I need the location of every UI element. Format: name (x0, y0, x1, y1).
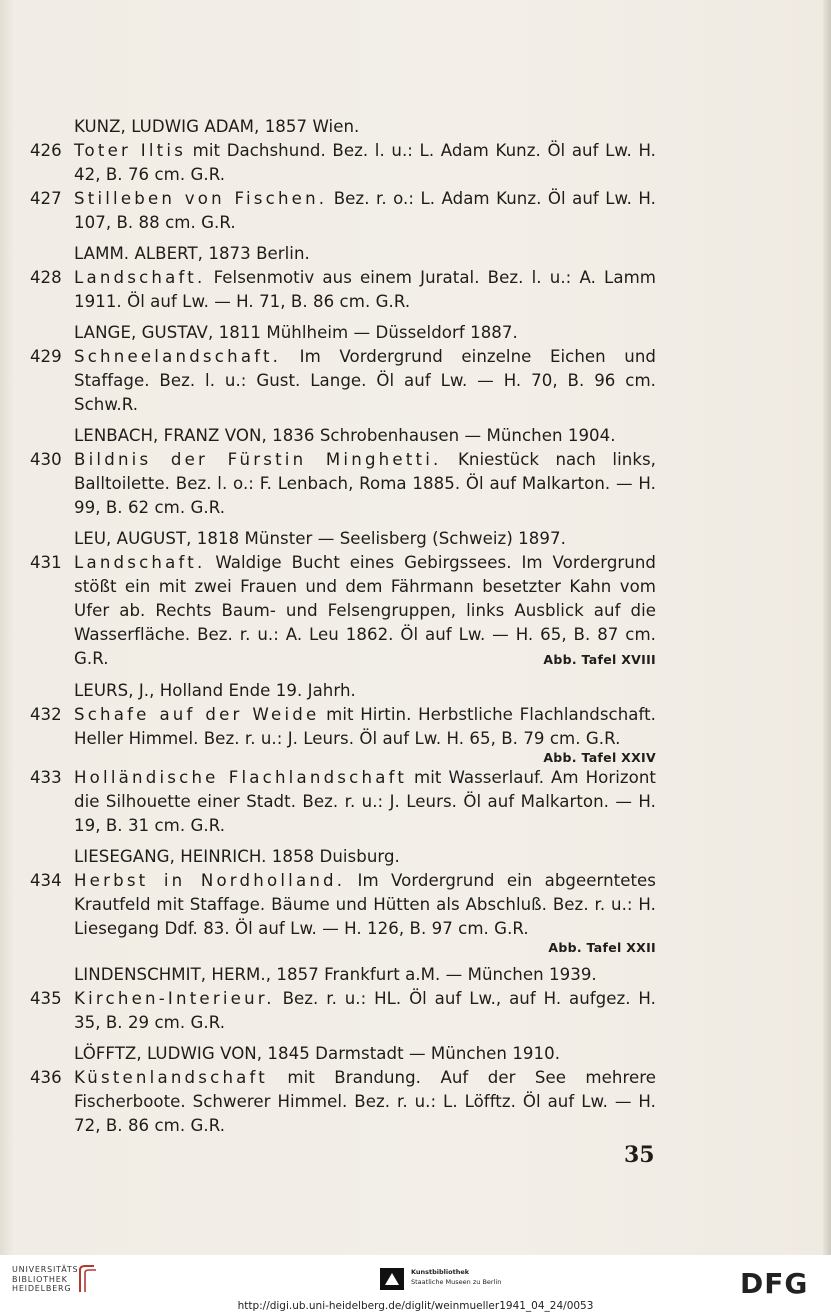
artwork-details: mit Wasserlauf. Am Horizont die Silhouette einer Stadt. Bez. r. u.: J. Leurs. Öl auf Malkarton. — H. 19, B. 31 cm. G.R. (74, 768, 656, 835)
university-logo-line: BIBLIOTHEK (12, 1274, 68, 1284)
kunstbibliothek-label (411, 1267, 501, 1287)
illustration-reference: Abb. Tafel XXII (548, 940, 656, 955)
artwork-title: Stilleben von Fischen. (74, 189, 328, 208)
dfg-logo-icon[interactable]: DFG (740, 1267, 809, 1300)
entry-description (74, 987, 656, 1035)
artwork-details: mit Brandung. Auf der See mehrere Fischerboote. Schwerer Himmel. Bez. r. u.: L. Löfftz. Öl auf Lw. — H. 72, B. 86 cm. G.R. (74, 1068, 656, 1135)
entry-description (74, 869, 656, 941)
lot-number: 426 (30, 141, 62, 160)
university-logo-line: UNIVERSITÄTS- (12, 1265, 83, 1274)
kunstbibliothek-title: Kunstbibliothek (411, 1268, 470, 1276)
artist-heading: LEURS, J., Holland Ende 19. Jahrh. (74, 681, 356, 700)
catalog-entry (30, 187, 656, 235)
lot-number: 427 (30, 189, 62, 208)
university-library-logo[interactable] (12, 1265, 82, 1294)
lot-number: 432 (30, 705, 62, 724)
lot-number: 434 (30, 871, 62, 890)
artwork-title: Bildnis der Fürstin Minghetti. (74, 450, 442, 469)
catalog-text (30, 115, 656, 1138)
catalog-entry (30, 1066, 656, 1138)
illustration-reference: Abb. Tafel XVIII (543, 652, 656, 667)
page-number: 35 (624, 1142, 655, 1168)
entry-description (74, 1066, 656, 1138)
entry-description (74, 139, 656, 187)
artwork-title: Holländische Flachlandschaft (74, 768, 408, 787)
artist-heading: LAMM. ALBERT, 1873 Berlin. (74, 244, 310, 263)
entry-description (74, 266, 656, 314)
entry-description (74, 448, 656, 520)
illustration-reference: Abb. Tafel XXIV (543, 750, 656, 765)
artwork-details: Im Vordergrund ein abgeerntetes Krautfeld mit Staffage. Bäume und Hütten als Abschluß. Bez. r. u.: H. Liesegang Ddf. 83. Öl auf Lw. — H. 126, B. 97 cm. G.R. (74, 871, 656, 938)
entry-description (74, 187, 656, 235)
artwork-title: Kirchen-Interieur. (74, 989, 275, 1008)
artist-heading: LINDENSCHMIT, HERM., 1857 Frankfurt a.M. — München 1939. (74, 965, 597, 984)
catalog-entry (30, 703, 656, 751)
entry-description (74, 766, 656, 838)
artwork-title: Herbst in Nordholland. (74, 871, 346, 890)
kunstbibliothek-subtitle: Staatliche Museen zu Berlin (411, 1278, 502, 1286)
lot-number: 436 (30, 1068, 62, 1087)
lot-number: 431 (30, 553, 62, 572)
artwork-details: Kniestück nach links, Balltoilette. Bez. l. o.: F. Lenbach, Roma 1885. Öl auf Malkarton. — H. 99, B. 62 cm. G.R. (74, 450, 657, 517)
entry-description (74, 551, 656, 672)
artwork-title: Toter Iltis (74, 141, 187, 160)
artwork-details: Bez. r. o.: L. Adam Kunz. Öl auf Lw. H. 107, B. 88 cm. G.R. (74, 189, 656, 232)
catalog-entry (30, 139, 656, 187)
artwork-details: Felsenmotiv aus einem Juratal. Bez. l. u.: A. Lamm 1911. Öl auf Lw. — H. 71, B. 86 cm. G.R. (74, 268, 656, 311)
artist-heading: LÖFFTZ, LUDWIG VON, 1845 Darmstadt — München 1910. (74, 1044, 561, 1063)
lot-number: 428 (30, 268, 62, 287)
lot-number: 433 (30, 768, 62, 787)
university-logo-line: HEIDELBERG (12, 1284, 72, 1293)
artist-heading: LENBACH, FRANZ VON, 1836 Schrobenhausen — München 1904. (74, 426, 616, 445)
artwork-title: Landschaft. (74, 268, 206, 287)
artwork-details: mit Hirtin. Herbstliche Flachlandschaft. Heller Himmel. Bez. r. u.: J. Leurs. Öl auf Lw. H. 65, B. 79 cm. G.R. (74, 705, 656, 748)
university-library-logo-icon[interactable] (76, 1264, 98, 1294)
lot-number: 429 (30, 347, 62, 366)
entry-description (74, 703, 656, 751)
lot-number: 430 (30, 450, 62, 469)
entry-description (74, 345, 656, 417)
footer-bar (0, 1255, 831, 1315)
artwork-details: Bez. r. u.: HL. Öl auf Lw., auf H. aufgez. H. 35, B. 29 cm. G.R. (74, 989, 656, 1032)
artwork-title: Küstenlandschaft (74, 1068, 268, 1087)
kunstbibliothek-logo-icon[interactable] (380, 1268, 404, 1290)
artist-heading: KUNZ, LUDWIG ADAM, 1857 Wien. (74, 117, 360, 136)
artwork-details: Waldige Bucht eines Gebirgssees. Im Vordergrund stößt ein mit zwei Frauen und dem Fährmann besetzter Kahn vom Ufer ab. Rechts Baum- und Felsengruppen, links Ausblick auf die Wasserfläche. Bez. r. u.: A. Leu 1862. Öl auf Lw. — H. 65, B. 87 cm. G.R. (74, 553, 656, 668)
artwork-details: mit Dachshund. Bez. l. u.: L. Adam Kunz. Öl auf Lw. H. 42, B. 76 cm. G.R. (74, 141, 657, 184)
artwork-title: Schneelandschaft. (74, 347, 282, 366)
catalog-entry (30, 448, 656, 520)
catalog-entry (30, 345, 656, 417)
artwork-details: Im Vordergrund einzelne Eichen und Staffage. Bez. l. u.: Gust. Lange. Öl auf Lw. — H. 70, B. 96 cm. Schw.R. (74, 347, 656, 414)
artwork-title: Landschaft. (74, 553, 206, 572)
catalog-entry (30, 869, 656, 941)
artwork-title: Schafe auf der Weide (74, 705, 320, 724)
artist-heading: LANGE, GUSTAV, 1811 Mühlheim — Düsseldorf 1887. (74, 323, 518, 342)
catalog-entry (30, 266, 656, 314)
lot-number: 435 (30, 989, 62, 1008)
permalink-url[interactable]: http://digi.ub.uni-heidelberg.de/diglit/weinmueller1941_04_24/0053 (237, 1300, 594, 1312)
artist-heading: LEU, AUGUST, 1818 Münster — Seelisberg (Schweiz) 1897. (74, 529, 566, 548)
catalog-entry (30, 551, 656, 672)
catalog-entry (30, 766, 656, 838)
artist-heading: LIESEGANG, HEINRICH. 1858 Duisburg. (74, 847, 400, 866)
catalog-entry (30, 987, 656, 1035)
